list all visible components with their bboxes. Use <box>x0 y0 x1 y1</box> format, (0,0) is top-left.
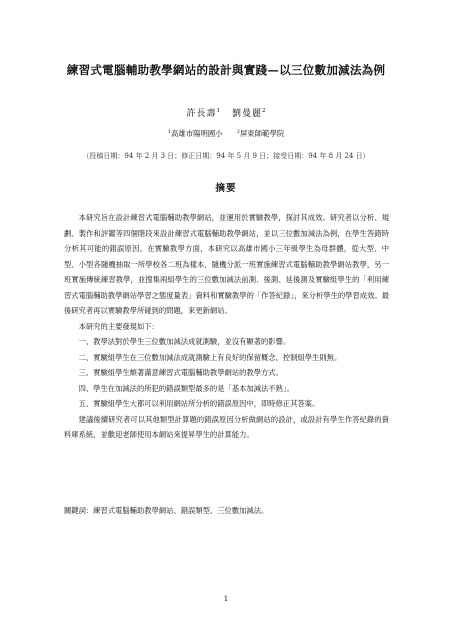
submission-dates: （投稿日期：94 年 2 月 3 日；修正日期：94 年 5 月 9 日；接受日期：94 年 8 月 24 日） <box>82 152 370 160</box>
author-superscript: 1 <box>216 108 220 114</box>
affiliation-superscript: 2 <box>236 129 240 135</box>
finding-item: 三、實驗組學生頗著滿意練習式電腦輔助教學網站的教學方式。 <box>78 368 283 377</box>
author-superscript: 2 <box>262 108 266 114</box>
finding-item: 一、教學法對於學生三位數加減法成就測驗，並沒有顯著的影響。 <box>78 337 291 346</box>
findings-intro: 本研究的主要發現如下： <box>78 321 159 331</box>
findings-list <box>64 334 389 412</box>
finding-item: 五、實驗組學生大都可以利用網站所分析的錯誤原因中，即時修正其答案。 <box>78 399 320 408</box>
author-name: 許長壽 <box>186 109 217 119</box>
author-name: 劉曼麗 <box>232 109 263 119</box>
finding-item: 二、實驗組學生在三位數加減法成就測驗上有良好的保留概念，控制組學生則無。 <box>78 352 342 362</box>
affiliation-line <box>0 128 452 139</box>
finding-item: 四、學生在加減法的所犯的錯誤類型最多的是「基本加減法不熟」。 <box>78 383 294 393</box>
affiliation-superscript: 1 <box>167 129 171 135</box>
affiliation-name: 高雄市陽明國小 <box>170 129 223 138</box>
page-number: 1 <box>223 595 229 603</box>
affiliation-name: 屏東師範學院 <box>239 129 285 138</box>
suggestion-paragraph: 建議後續研究者可以其他類型計算題的錯誤原因分析做網站的設計，或設計有學生作答紀錄的資料庫系統，並歡迎老師使用本網站來提昇學生的計算能力。 <box>64 414 389 439</box>
author-line <box>0 106 452 119</box>
abstract-paragraph: 本研究旨在設計練習式電腦輔助教學網站，並運用於實驗教學，探討其成效。研究者以分析、規劃、製作和評鑑等四個階段來設計練習式電腦輔助教學網站，並以三位數加減法為例，在學生答錯時分析其可能的錯誤原因。在實驗教學方面，本研究以高雄市國小三年級學生為母群體，從大型、中型、小型各隨機抽取一所學校各二班為樣本，隨機分派一班實施練習式電腦輔助教學網站教學，另一班實施傳統練習教學，並搜集兩組學生的三位數加減法前測、後測、延後測及實驗組學生的「利用練習式電腦輔助教學網站學習之態度量表」資料和實驗教學的「作答紀錄」，來分析學生的學習成效。最後研究者再以實驗教學所碰到的問題，來更新網站。 <box>64 213 389 315</box>
keywords-line: 關鍵詞：練習式電腦輔助教學網站、錯誤類型、三位數加減法。 <box>64 506 269 515</box>
paper-title: 練習式電腦輔助教學網站的設計與實踐—以三位數加減法為例 <box>66 63 386 77</box>
abstract-body <box>64 210 389 443</box>
abstract-heading: 摘要 <box>215 183 237 194</box>
